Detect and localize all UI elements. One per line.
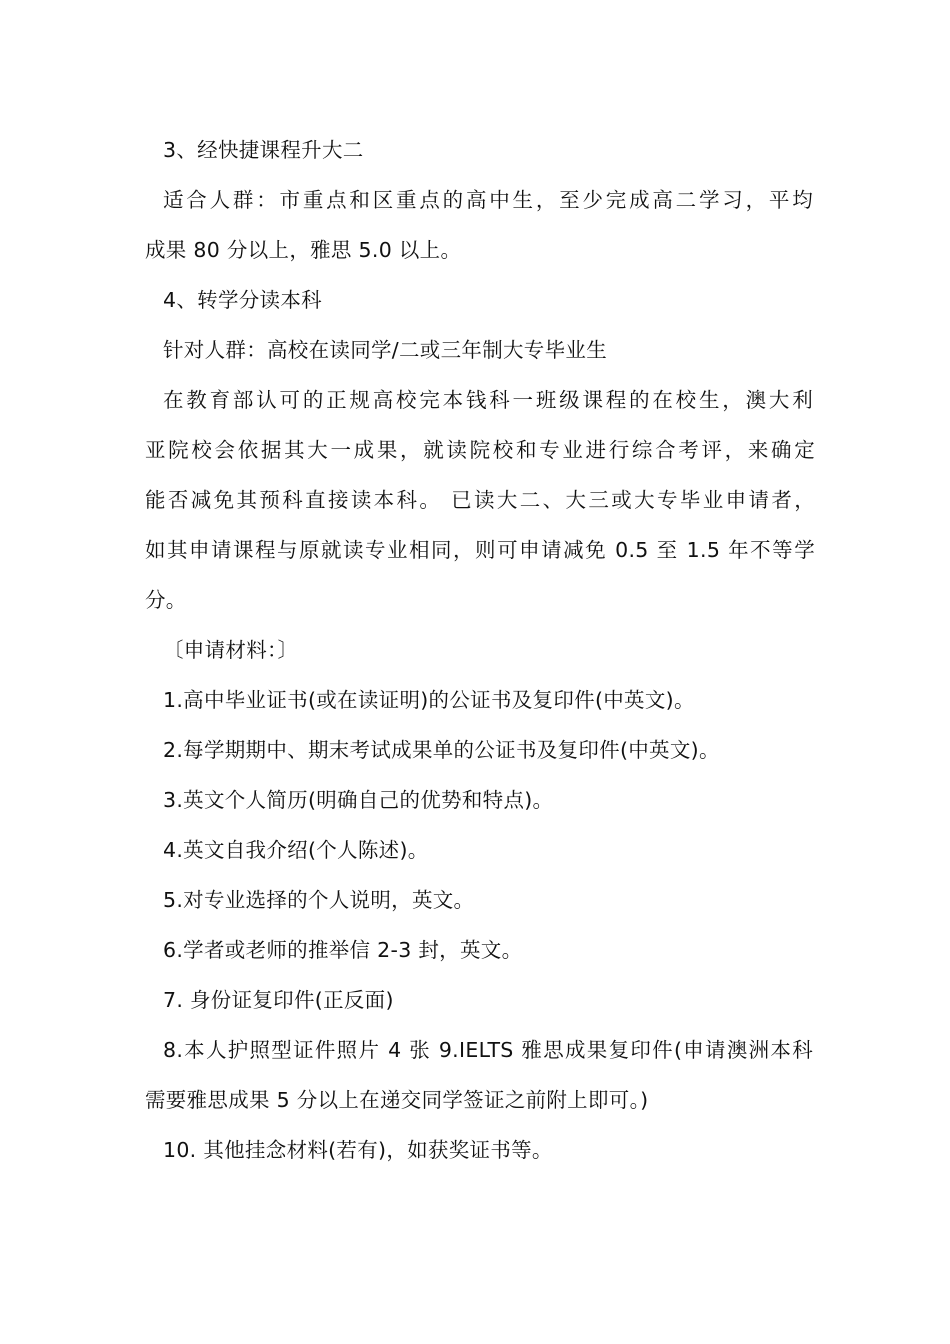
paragraph-line: 针对人群：高校在读同学/二或三年制大专毕业生: [163, 338, 608, 362]
materials-heading: 〔申请材料：〕: [163, 638, 299, 662]
paragraph-line: 能否减免其预科直接读本科。 已读大二、大三或大专毕业申请者，: [145, 488, 815, 512]
list-item: 7. 身份证复印件(正反面): [163, 988, 394, 1012]
paragraph-line: 如其申请课程与原就读专业相同，则可申请减免 0.5 至 1.5 年不等学: [145, 538, 815, 562]
paragraph-line: 在教育部认可的正规高校完本钱科一班级课程的在校生，澳大利: [163, 388, 813, 412]
list-item: 4.英文自我介绍(个人陈述)。: [163, 838, 429, 862]
section-heading-4: 4、转学分读本科: [163, 288, 322, 312]
list-item: 8.本人护照型证件照片 4 张 9.IELTS 雅思成果复印件(申请澳洲本科: [163, 1038, 813, 1062]
paragraph-line: 亚院校会依据其大一成果，就读院校和专业进行综合考评，来确定: [145, 438, 815, 462]
paragraph-line: 分。: [145, 588, 187, 612]
paragraph-line: 成果 80 分以上，雅思 5.0 以上。: [145, 238, 462, 262]
list-item-continuation: 需要雅思成果 5 分以上在递交同学签证之前附上即可。): [145, 1088, 649, 1112]
list-item: 3.英文个人简历(明确自己的优势和特点)。: [163, 788, 554, 812]
paragraph-line: 适合人群：市重点和区重点的高中生，至少完成高二学习，平均: [163, 188, 813, 212]
list-item: 5.对专业选择的个人说明，英文。: [163, 888, 475, 912]
list-item: 6.学者或老师的推举信 2-3 封，英文。: [163, 938, 523, 962]
list-item: 1.高中毕业证书(或在读证明)的公证书及复印件(中英文)。: [163, 688, 695, 712]
list-item: 10. 其他挂念材料(若有)，如获奖证书等。: [163, 1138, 553, 1162]
list-item: 2.每学期期中、期末考试成果单的公证书及复印件(中英文)。: [163, 738, 720, 762]
section-heading-3: 3、经快捷课程升大二: [163, 138, 364, 162]
